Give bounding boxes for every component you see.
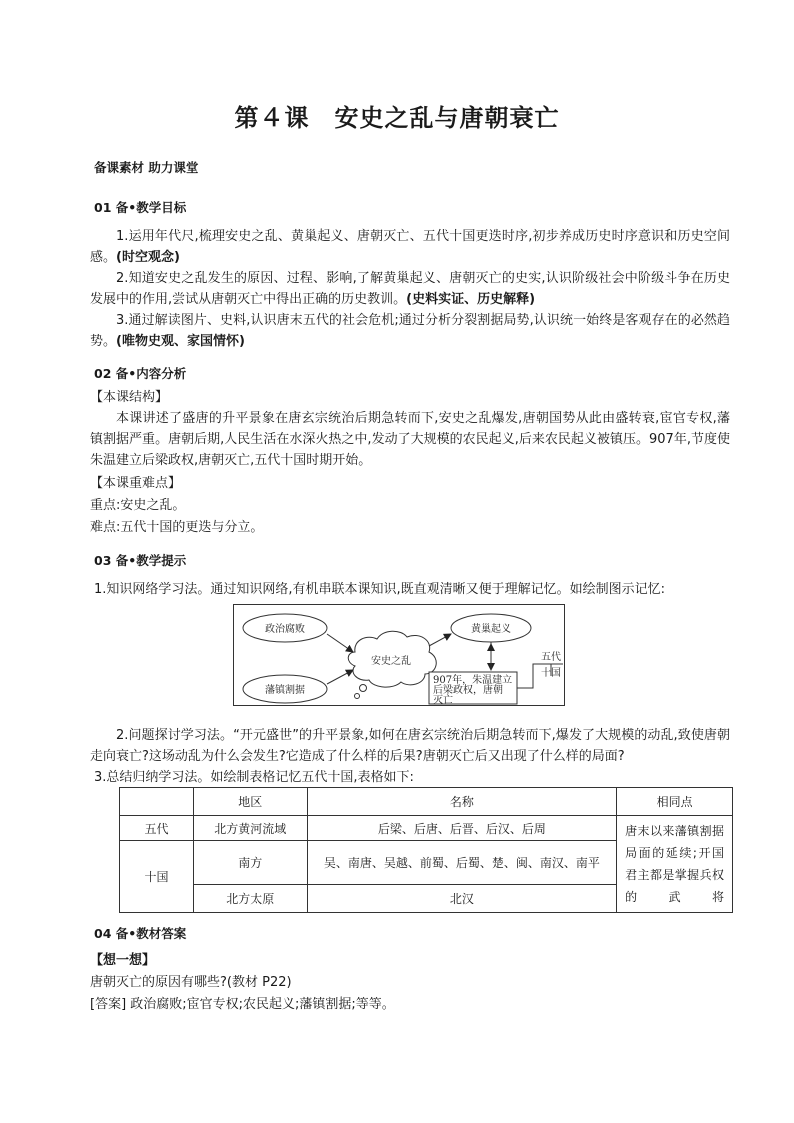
answer-text: [答案] 政治腐败;宦官专权;农民起义;藩镇割据;等等。 [90,997,395,1012]
section-heading-goals: 01 备•教学目标 [94,200,187,215]
goal-2-text: 2.知道安史之乱发生的原因、过程、影响,了解黄巢起义、唐朝灭亡的史实,认识阶级社会中阶级斗争在历史发展中的作用,尝试从唐朝灭亡中得出正确的历史教训。 [90,271,730,307]
page-title: 第４课 安史之乱与唐朝衰亡 [234,104,560,132]
section-heading-tips: 03 备•教学提示 [94,553,187,568]
goal-1-text: 1.运用年代尺,梳理安史之乱、黄巢起义、唐朝灭亡、五代十国更迭时序,初步养成历史时序意识和历史空间感。 [90,229,730,265]
wudai-cell: 五代 [120,816,194,841]
tip-1: 1.知识网络学习法。通过知识网络,有机串联本课知识,既直观清晰又便于理解记忆。如绘制图示记忆: [94,582,666,597]
south-region-cell: 南方 [193,841,307,885]
north-region-cell: 北方太原 [193,885,307,913]
node-separatism: 藩镇割据 [265,685,305,696]
wudai-region-cell: 北方黄河流域 [193,816,307,841]
wudai-names-cell: 后梁、后唐、后晋、后汉、后周 [307,816,616,841]
diagram-svg [233,604,565,706]
goal-2 [90,268,730,310]
north-names-cell: 北汉 [307,885,616,913]
common-cell: 唐末以来藩镇割据局面的延续;开国君主都是掌握兵权的武将 [617,816,733,913]
key-point: 重点:安史之乱。 [90,498,186,513]
table-corner [120,788,194,816]
key-difficulty-label: 【本课重难点】 [90,476,182,491]
cloud-bubble-1 [360,685,367,692]
wudai-label: 五代 [541,652,561,663]
header-name: 名称 [307,788,616,816]
south-names-cell: 吴、南唐、吴越、前蜀、后蜀、楚、闽、南汉、南平 [307,841,616,885]
header-common: 相同点 [617,788,733,816]
structure-text: 本课讲述了盛唐的升平景象在唐玄宗统治后期急转而下,安史之乱爆发,唐朝国势从此由盛转衰,宦官专权,藩镇割据严重。唐朝后期,人民生活在水深火热之中,发动了大规模的农民起义,后来农民起义被镇压。907年,节度使朱温建立后梁政权,唐朝灭亡,五代十国时期开始。 [90,411,730,468]
section-heading-analysis: 02 备•内容分析 [94,366,187,381]
section-heading-answers: 04 备•教材答案 [94,926,187,941]
tip-2: 2.问题探讨学习法。“开元盛世”的升平景象,如何在唐玄宗统治后期急转而下,爆发了大规模的动乱,致使唐朝走向衰亡?这场动乱为什么会发生?它造成了什么样的后果?唐朝灭亡后又出现了什么样的局面? [90,728,730,764]
table-row [120,816,733,841]
goal-3-text: 3.通过解读图片、史料,认识唐末五代的社会危机;通过分析分裂割据局势,认识统一始终是客观存在的必然趋势。 [90,313,730,349]
shiguo-cell: 十国 [120,841,194,913]
node-center: 安史之乱 [371,656,411,667]
difficult-point: 难点:五代十国的更迭与分立。 [90,520,264,535]
arrow-separatism [327,670,353,684]
node-huangchao: 黄巢起义 [471,624,511,635]
goal-1 [90,226,730,268]
tip-3: 3.总结归纳学习法。如绘制表格记忆五代十国,表格如下: [94,770,414,785]
think-label: 【想一想】 [90,953,156,968]
header-region: 地区 [193,788,307,816]
knowledge-network-diagram [233,604,565,706]
goal-3 [90,310,730,352]
note-line-3: 灭亡 [433,695,453,706]
arrow-corruption [327,634,353,652]
structure-label: 【本课结构】 [90,390,169,405]
goal-1-tag: (时空观念) [116,250,180,265]
node-corruption: 政治腐败 [265,624,305,635]
cloud-bubble-2 [355,694,360,699]
question-text: 唐朝灭亡的原因有哪些?(教材 P22) [90,975,292,990]
dynasty-table [119,787,733,913]
subtitle: 备课素材 助力课堂 [94,160,199,175]
table-header-row [120,788,733,816]
arrow-to-huangchao [429,634,451,646]
goal-3-tag: (唯物史观、家国情怀) [116,334,245,349]
note-line-1: 907年，朱温建立 [433,675,513,686]
shiguo-label: 十国 [541,668,561,679]
goal-2-tag: (史料实证、历史解释) [406,292,536,307]
note-line-2: 后梁政权，唐朝 [433,685,503,696]
